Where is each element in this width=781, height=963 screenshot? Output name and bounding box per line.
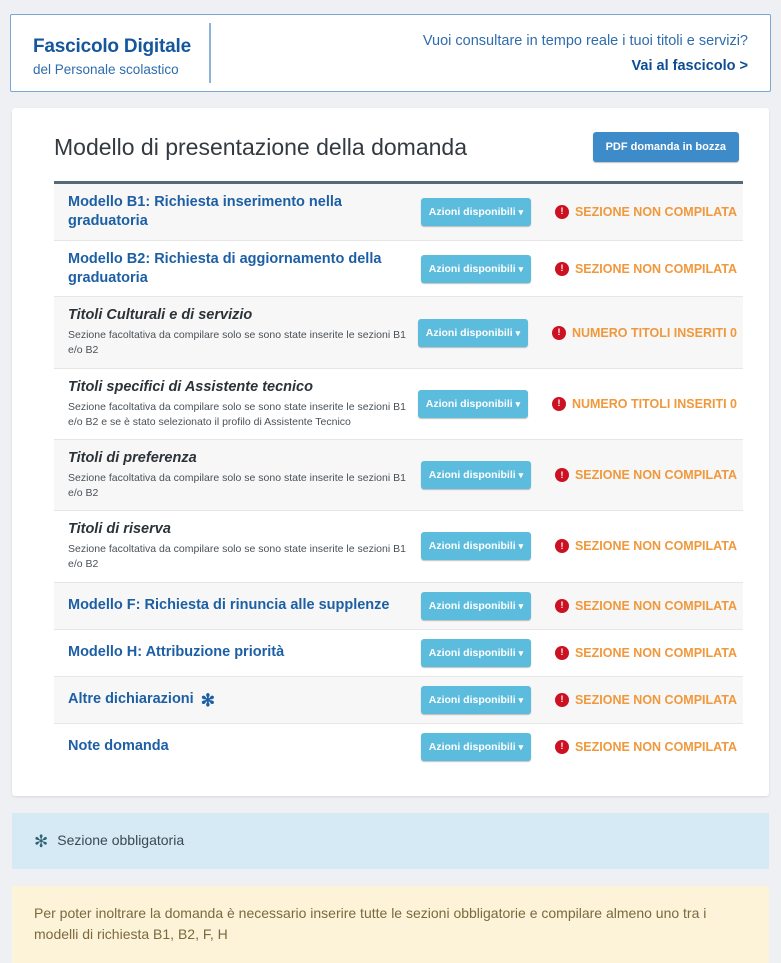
row-status: [541, 599, 737, 613]
chevron-down-icon: ▾: [518, 600, 524, 611]
chevron-down-icon: ▾: [518, 541, 524, 552]
row-label: [68, 737, 421, 756]
row-title-text: Altre dichiarazioni: [68, 691, 194, 708]
status-badge: SEZIONE NON COMPILATA: [574, 739, 737, 754]
chevron-down-icon: ▾: [518, 647, 524, 658]
row-label: [68, 378, 418, 430]
status-badge: SEZIONE NON COMPILATA: [574, 645, 737, 660]
chevron-down-icon: ▾: [518, 263, 524, 274]
row-title-text: Modello B1: Richiesta inserimento nella graduatoria: [68, 194, 342, 229]
row-label: [68, 250, 421, 288]
available-actions-label: Azioni disponibili: [428, 469, 516, 482]
row-status: [541, 468, 737, 482]
row-subtitle: Sezione facoltativa da compilare solo se sono state inserite le sezioni B1 e/o B2 e se è stato selezionato il profilo di Assistente Tecnico: [68, 400, 406, 428]
status-badge: NUMERO TITOLI INSERITI 0: [571, 325, 737, 340]
row-action-cell: [418, 390, 538, 418]
table-row: [54, 677, 743, 724]
row-action-cell: [421, 639, 541, 667]
error-badge-icon: !: [555, 205, 569, 219]
status-badge: SEZIONE NON COMPILATA: [574, 539, 737, 554]
brand-subtitle: del Personale scolastico: [33, 61, 179, 77]
available-actions-label: Azioni disponibili: [428, 262, 516, 275]
asterisk-icon: ✻: [200, 691, 215, 710]
row-subtitle: Sezione facoltativa da compilare solo se sono state inserite le sezioni B1 e/o B2: [68, 543, 406, 571]
asterisk-icon: ✻: [34, 832, 49, 851]
row-title: [68, 596, 411, 615]
error-badge-icon: !: [555, 599, 569, 613]
available-actions-button[interactable]: [418, 390, 528, 418]
required-section-legend: [12, 813, 769, 869]
header-right: [211, 15, 770, 91]
row-status: [538, 326, 737, 340]
row-subtitle: Sezione facoltativa da compilare solo se sono state inserite le sezioni B1 e/o B2: [68, 329, 406, 357]
status-badge: NUMERO TITOLI INSERITI 0: [571, 396, 737, 411]
row-title-text: Titoli Culturali e di servizio: [68, 307, 253, 324]
status-badge: SEZIONE NON COMPILATA: [574, 468, 737, 483]
error-badge-icon: !: [555, 468, 569, 482]
go-to-fascicolo-link[interactable]: Vai al fascicolo >: [631, 57, 748, 74]
table-row: [54, 583, 743, 630]
available-actions-button[interactable]: [421, 198, 531, 226]
available-actions-button[interactable]: [421, 592, 531, 620]
row-label: [68, 449, 421, 501]
row-title: [68, 193, 411, 231]
error-badge-icon: !: [555, 539, 569, 553]
row-title: [68, 306, 408, 325]
status-badge: SEZIONE NON COMPILATA: [574, 204, 737, 219]
row-status: [538, 397, 737, 411]
brand-title: Fascicolo Digitale: [33, 36, 191, 57]
row-title: [68, 520, 411, 539]
available-actions-label: Azioni disponibili: [428, 540, 516, 553]
error-badge-icon: !: [552, 326, 566, 340]
available-actions-label: Azioni disponibili: [428, 740, 516, 753]
row-status: [541, 262, 737, 276]
available-actions-label: Azioni disponibili: [428, 205, 516, 218]
status-badge: SEZIONE NON COMPILATA: [574, 598, 737, 613]
status-badge: SEZIONE NON COMPILATA: [574, 692, 737, 707]
brand-block: [11, 23, 211, 83]
table-row: [54, 724, 743, 770]
submission-warning: Per poter inoltrare la domanda è necessario inserire tutte le sezioni obbligatorie e compilare almeno uno tra i modelli di richiesta B1, B2, F, H: [12, 886, 769, 963]
error-badge-icon: !: [555, 646, 569, 660]
chevron-down-icon: ▾: [518, 470, 524, 481]
available-actions-label: Azioni disponibili: [428, 693, 516, 706]
row-label: [68, 306, 418, 358]
available-actions-button[interactable]: [418, 319, 528, 347]
error-badge-icon: !: [555, 740, 569, 754]
table-row: [54, 440, 743, 511]
row-label: [68, 193, 421, 231]
row-status: [541, 205, 737, 219]
available-actions-button[interactable]: [421, 686, 531, 714]
row-action-cell: [421, 255, 541, 283]
available-actions-button[interactable]: [421, 639, 531, 667]
table-row: [54, 241, 743, 298]
table-row: [54, 630, 743, 677]
row-title: [68, 250, 411, 288]
available-actions-button[interactable]: [421, 255, 531, 283]
pdf-draft-button[interactable]: PDF domanda in bozza: [593, 132, 739, 162]
row-label: [68, 596, 421, 615]
row-action-cell: [421, 198, 541, 226]
chevron-down-icon: ▾: [518, 694, 524, 705]
title-row: [36, 132, 745, 162]
error-badge-icon: !: [555, 693, 569, 707]
table-row: [54, 369, 743, 440]
row-label: [68, 690, 421, 709]
row-label: [68, 643, 421, 662]
row-title: [68, 737, 411, 756]
status-badge: SEZIONE NON COMPILATA: [574, 261, 737, 276]
chevron-down-icon: ▾: [515, 398, 521, 409]
chevron-down-icon: ▾: [515, 327, 521, 338]
table-row: [54, 297, 743, 368]
chevron-down-icon: ▾: [518, 206, 524, 217]
row-status: [541, 646, 737, 660]
table-row: [54, 511, 743, 582]
page-title: Modello di presentazione della domanda: [54, 133, 468, 160]
row-status: [541, 740, 737, 754]
row-action-cell: [421, 686, 541, 714]
chevron-down-icon: ▾: [518, 741, 524, 752]
row-action-cell: [421, 733, 541, 761]
available-actions-label: Azioni disponibili: [428, 646, 516, 659]
available-actions-button[interactable]: [421, 532, 531, 560]
available-actions-label: Azioni disponibili: [425, 326, 513, 339]
available-actions-button[interactable]: [421, 461, 531, 489]
row-label: [68, 520, 421, 572]
row-action-cell: [421, 461, 541, 489]
row-title-text: Modello B2: Richiesta di aggiornamento della graduatoria: [68, 250, 382, 286]
main-card: [12, 108, 769, 796]
row-title-text: Note domanda: [68, 738, 169, 755]
row-title-text: Titoli di riserva: [68, 521, 171, 538]
row-subtitle: Sezione facoltativa da compilare solo se sono state inserite le sezioni B1 e/o B2: [68, 471, 406, 499]
row-action-cell: [418, 319, 538, 347]
available-actions-label: Azioni disponibili: [425, 397, 513, 410]
error-badge-icon: !: [552, 397, 566, 411]
row-title: [68, 643, 411, 662]
required-section-label: Sezione obbligatoria: [57, 831, 185, 848]
row-title-text: Titoli di preferenza: [68, 449, 197, 466]
table-row: [54, 184, 743, 241]
sections-table: [54, 184, 743, 770]
row-action-cell: [421, 592, 541, 620]
row-status: [541, 539, 737, 553]
row-title: [68, 378, 408, 397]
row-status: [541, 693, 737, 707]
row-title: [68, 690, 411, 709]
row-title: [68, 449, 411, 468]
row-action-cell: [421, 532, 541, 560]
row-title-text: Modello F: Richiesta di rinuncia alle supplenze: [68, 597, 390, 614]
row-title-text: Modello H: Attribuzione priorità: [68, 644, 285, 661]
row-title-text: Titoli specifici di Assistente tecnico: [68, 378, 313, 395]
available-actions-button[interactable]: [421, 733, 531, 761]
header-question: Vuoi consultare in tempo reale i tuoi titoli e servizi?: [422, 32, 748, 49]
header-card: [10, 14, 771, 92]
available-actions-label: Azioni disponibili: [428, 599, 516, 612]
error-badge-icon: !: [555, 262, 569, 276]
